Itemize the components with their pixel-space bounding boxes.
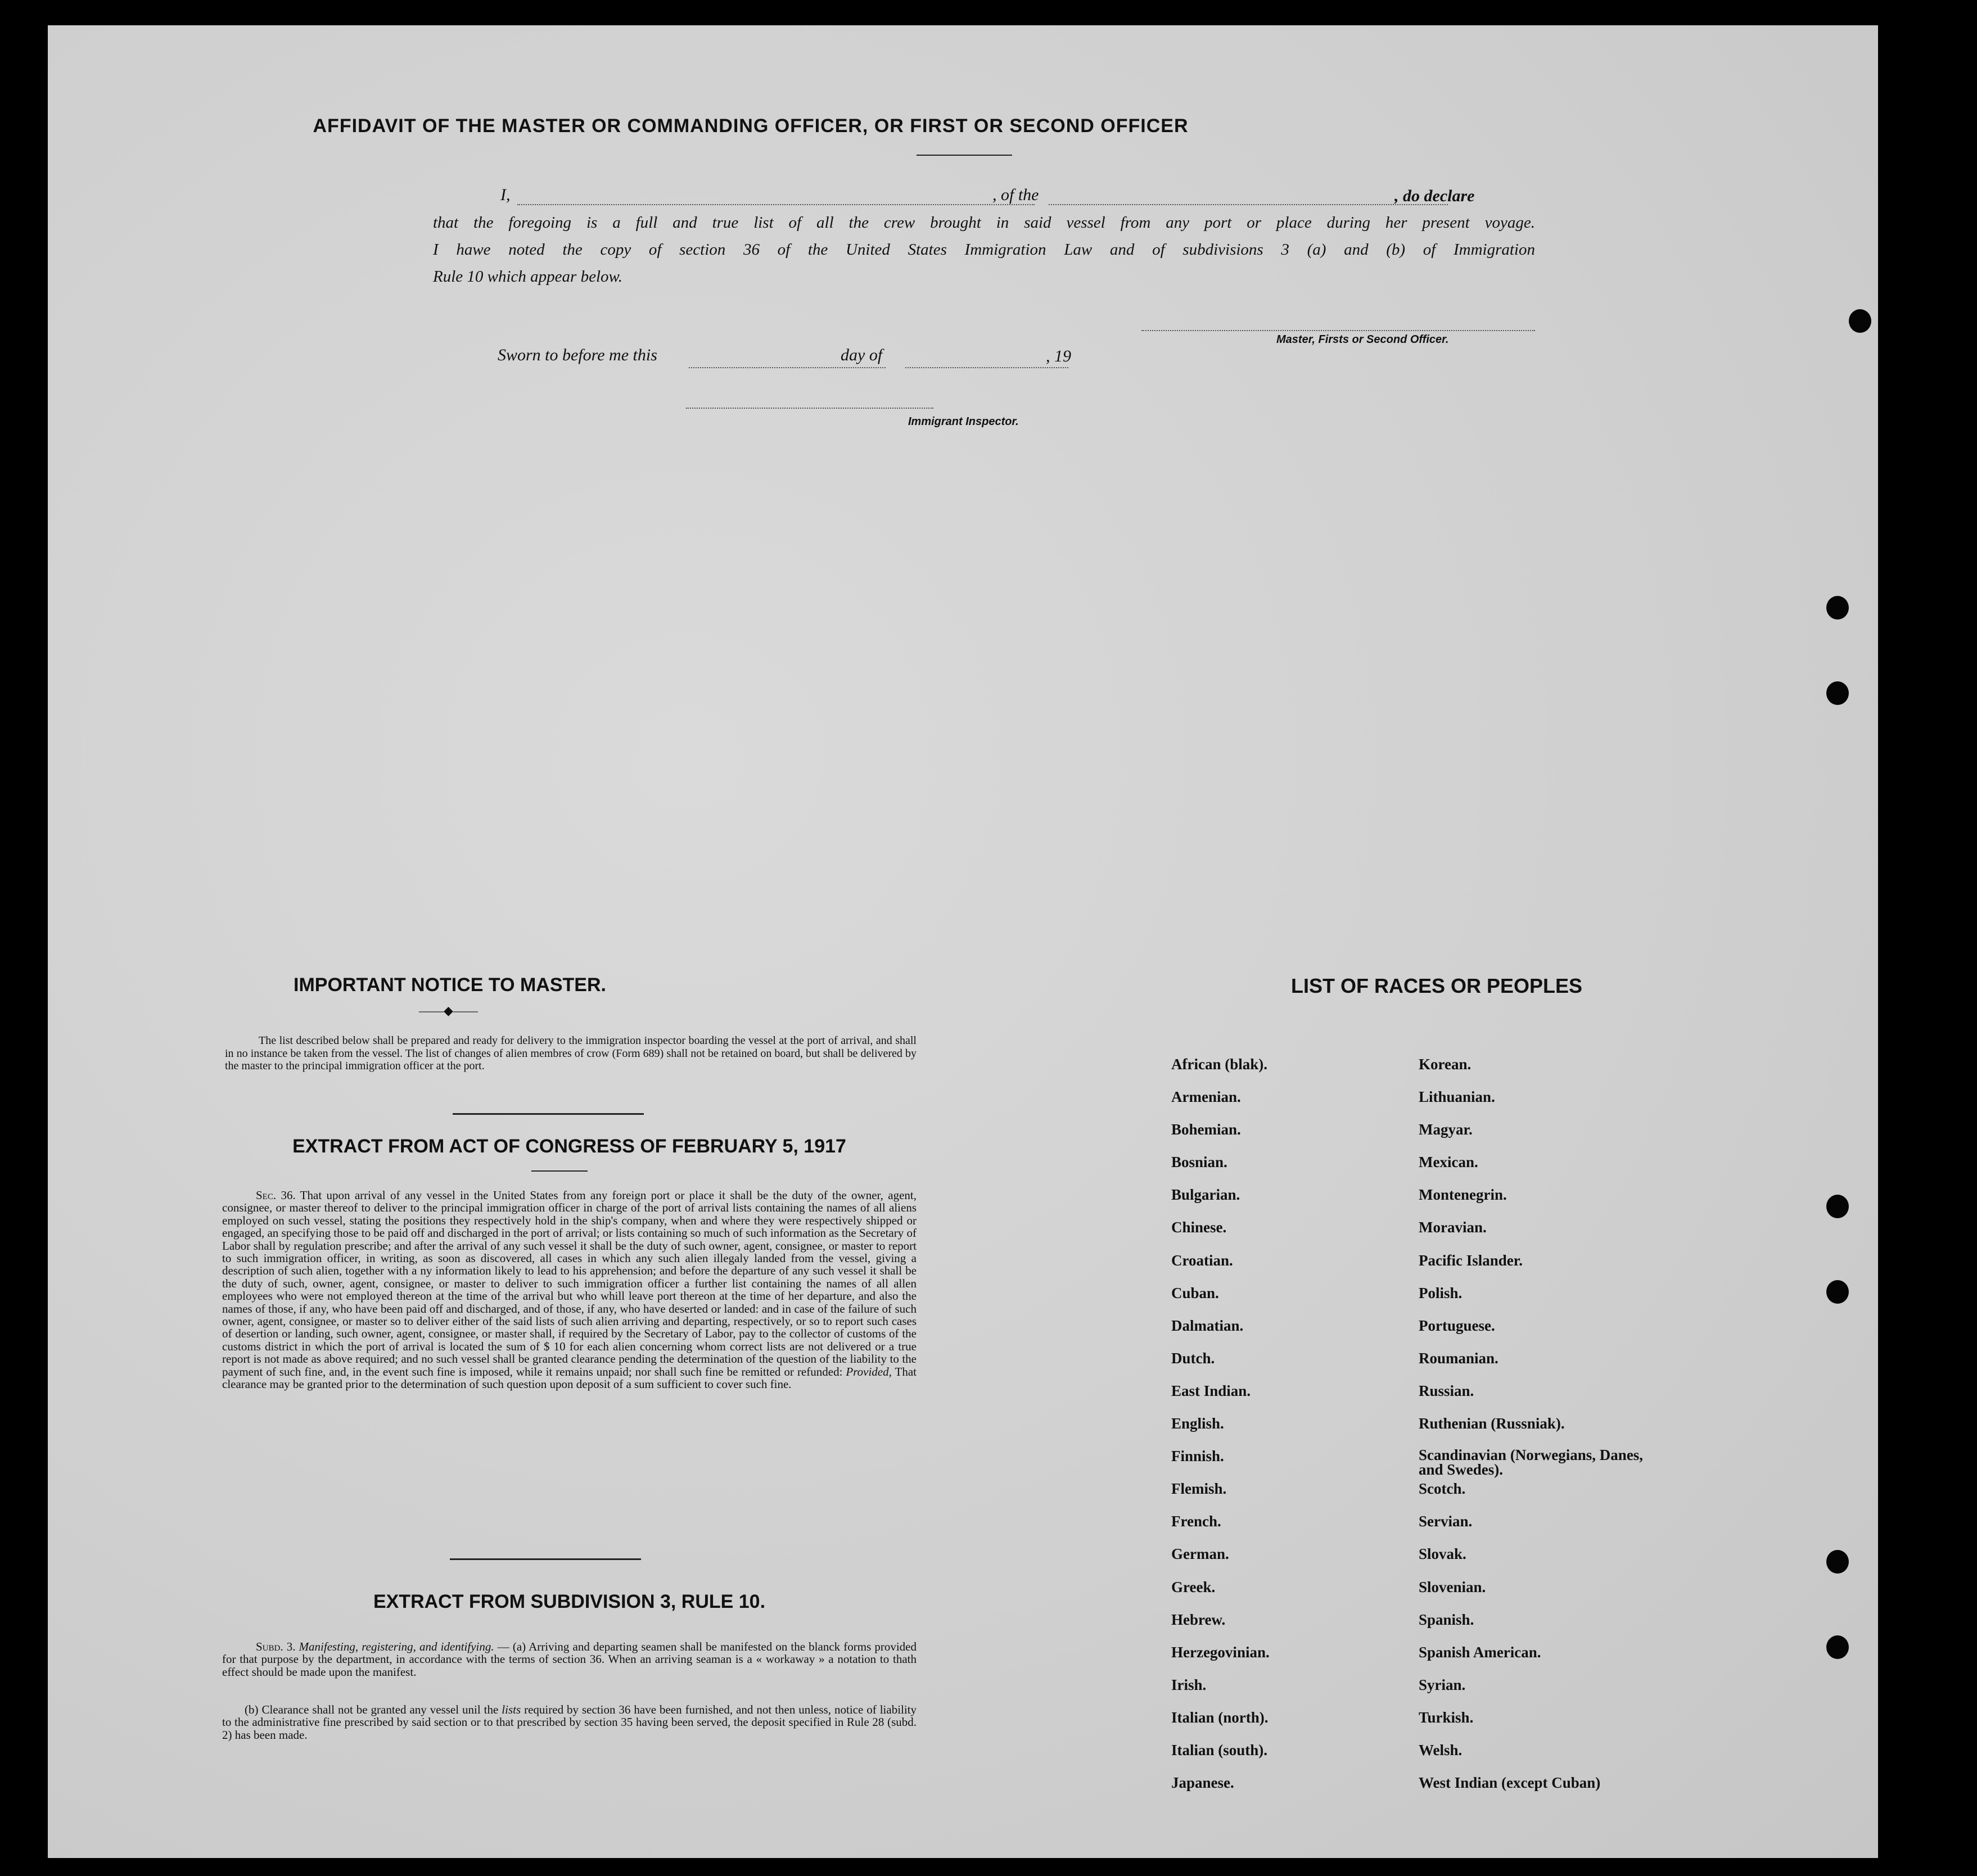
race-item: German. [1171, 1545, 1229, 1563]
race-item: Mexican. [1419, 1154, 1478, 1171]
punch-hole [1826, 681, 1849, 705]
punch-hole [1826, 1195, 1849, 1218]
race-item: Bohemian. [1171, 1121, 1241, 1138]
rule-title: EXTRACT FROM SUBDIVISION 3, RULE 10. [373, 1591, 766, 1612]
race-item: Slovenian. [1419, 1578, 1486, 1595]
act-body: That upon arrival of any vessel in the United States from any foreign port or place it shall be the duty of the owner, agent, consignee, or master thereof to deliver to the principal immigration officer in charge of the port of arrival lists containing the names of all aliens employed on such vessel, stating the positions they respectively hold in the ship's company, when and where they were respectively shipped or engaged, an specifying those to be paid off and discharged in the port of arrival; or lists containing so much of such information as the Secretary of Labor shall by regulation prescribe; and after the arrival of any such vessel it shall be the duty of such owner, agent, consignee, or master to report to such immigration officer, in writing, as soon as discovered, all cases in which any such alien illegaly landed from the vessel, giving a description of such alien, together with a ny information likely to lead to his apprehension; and before the departure of any such vessel it shall be the duty of such, owner, agent, consignee, or master to deliver to such immigration officer a further list containing the names of all allen employees who were not employed thereon at the time of the arrival but who whill leave port thereon at the time of her departure, and also the names of those, if any, who have been paid off and discharged, and of those, if any, who have deserted or landed: and in case of the failure of such owner, agent, consignee, or master so to deliver either of the said lists of such alien arriving and departing, respectively, or so to report such cases of desertion or landing, such owner, agent, consignee, or master shall, if required by the Secretary of Labor, pay to the collector of customs of the customs district in which the port of arrival is located the sum of $ 10 for each alien concerning whom correct lists are not delivered or a true report is not made as above required; and no such vessel shall be granted clearance pending the determination of the question of the liability to the payment of such fine, and, in the event such fine is imposed, while it remains unpaid; nor shall such fine be remitted or refunded: [222, 1188, 917, 1378]
act-text [222, 1189, 917, 1391]
act-title-underline [531, 1170, 588, 1172]
punch-hole [1826, 1280, 1849, 1304]
affidavit-text-line4: Rule 10 which appear below. [433, 268, 622, 286]
rule-para-a [222, 1640, 917, 1678]
race-item: Portuguese. [1419, 1317, 1495, 1334]
race-item: Montenegrin. [1419, 1186, 1507, 1204]
race-item: Scandinavian (Norwegians, Danes, and Swedes). [1419, 1446, 1644, 1479]
notice-title: IMPORTANT NOTICE TO MASTER. [294, 974, 606, 996]
race-item: Finnish. [1171, 1448, 1224, 1465]
rule-sub-label: Subd. 3. [256, 1640, 296, 1653]
sworn-month-line [905, 367, 1068, 368]
affidavit-text-line2: that the foregoing is a full and true list of all the crew brought in said vessel from any port or place during her present voyage. [433, 214, 1535, 232]
notice-divider [453, 1113, 644, 1115]
race-item: Hebrew. [1171, 1611, 1226, 1628]
rule-para-a-text: — (a) Arriving and departing seamen shall be manifested on the blanck forms provided for that purpose by the department, in accordance with the terms of section 36. When an arriving seaman is a « workaway » a notation to thath effect should be made upon the manifest. [222, 1640, 917, 1679]
act-title: EXTRACT FROM ACT OF CONGRESS OF FEBRUARY 5, 1917 [292, 1136, 846, 1157]
rule-para-b [222, 1703, 917, 1741]
race-item: Moravian. [1419, 1219, 1487, 1236]
notice-text: The list described below shall be prepared and ready for delivery to the immigration inspector boarding the vessel at the port of arrival, and shall in no instance be taken from the vessel. The list of changes of alien membres of crow (Form 689) shall not be retained on board, but shall be delivered by the master to the principal immigration officer at the port. [225, 1034, 917, 1072]
affidavit-of-the-label: , of the [992, 186, 1039, 204]
races-column-2 [1419, 1056, 1677, 1807]
name-blank-line [517, 204, 1035, 205]
race-item: Dutch. [1171, 1349, 1215, 1367]
race-item: Polish. [1419, 1284, 1463, 1301]
race-item: Turkish. [1419, 1708, 1474, 1726]
race-item: Chinese. [1171, 1219, 1227, 1236]
vessel-blank-line [1049, 204, 1448, 205]
race-item: Spanish. [1419, 1611, 1474, 1628]
race-item: Armenian. [1171, 1088, 1241, 1106]
rule-para-b-1: Clearance shall not be granted any vessel unil the [261, 1703, 499, 1716]
race-item: Scotch. [1419, 1480, 1466, 1498]
sworn-day-of: day of [841, 346, 883, 364]
race-item: Croatian. [1171, 1251, 1233, 1269]
race-item: Lithuanian. [1419, 1088, 1495, 1106]
race-item: East Indian. [1171, 1382, 1251, 1399]
race-item: Slovak. [1419, 1545, 1466, 1563]
sworn-prefix: Sworn to before me this [498, 346, 657, 364]
race-item: Greek. [1171, 1578, 1216, 1595]
sworn-year: , 19 [1046, 347, 1071, 365]
race-item: French. [1171, 1513, 1221, 1530]
race-item: Spanish American. [1419, 1643, 1541, 1661]
race-item: Roumanian. [1419, 1349, 1498, 1367]
race-item: Italian (north). [1171, 1708, 1269, 1726]
punch-hole [1826, 1635, 1849, 1659]
act-body-end: That clearance may be granted prior to the determination of such question upon deposit of a sum sufficient to cover such fine. [222, 1364, 917, 1391]
race-item: Pacific Islander. [1419, 1251, 1523, 1269]
race-item: Dalmatian. [1171, 1317, 1244, 1334]
races-column-1 [1171, 1056, 1407, 1807]
affidavit-i-label: I, [500, 186, 511, 204]
act-provided: Provided, [846, 1364, 892, 1378]
race-item: Irish. [1171, 1676, 1207, 1693]
rule-sub-heading: Manifesting, registering, and identifying. [299, 1640, 494, 1653]
sworn-day-line [689, 367, 886, 368]
race-item: Ruthenian (Russniak). [1419, 1415, 1565, 1432]
punch-hole [1826, 1550, 1849, 1574]
race-item: Syrian. [1419, 1676, 1466, 1693]
punch-hole [1849, 309, 1871, 333]
race-item: Magyar. [1419, 1121, 1473, 1138]
race-item: Cuban. [1171, 1284, 1219, 1301]
act-divider [450, 1558, 641, 1560]
act-section-label: Sec. 36. [256, 1188, 296, 1202]
inspector-line [686, 408, 933, 409]
race-item: Bosnian. [1171, 1154, 1227, 1171]
race-item: Italian (south). [1171, 1741, 1268, 1759]
race-item: English. [1171, 1415, 1224, 1432]
punch-hole [1826, 596, 1849, 620]
document-page [48, 25, 1878, 1858]
race-item: Russian. [1419, 1382, 1474, 1399]
race-item: Korean. [1419, 1056, 1472, 1073]
notice-ornament: ——◆—— [419, 1003, 478, 1018]
rule-para-b-label: (b) [245, 1703, 259, 1716]
signature-label: Master, Firsts or Second Officer. [1276, 333, 1449, 346]
affidavit-declare-label: , do declare [1394, 187, 1475, 205]
race-item: Welsh. [1419, 1741, 1463, 1759]
race-item: West Indian (except Cuban) [1419, 1774, 1601, 1792]
race-item: Japanese. [1171, 1774, 1234, 1792]
race-item: Flemish. [1171, 1480, 1227, 1498]
signature-line [1141, 330, 1535, 331]
race-item: Herzegovinian. [1171, 1643, 1270, 1661]
rule-para-b-lists: lists [502, 1703, 521, 1716]
race-item: African (blak). [1171, 1056, 1267, 1073]
rule-para-b-2: required by section 36 have been furnished, and not then unless, notice of liability to the administrative fine prescribed by said section or to that prescribed by section 35 having been served, the deposit specified in Rule 28 (subd. 2) has been made. [222, 1703, 917, 1742]
inspector-label: Immigrant Inspector. [908, 415, 1019, 428]
affidavit-text-line3: I hawe noted the copy of section 36 of the United States Immigration Law and of subdivisions 3 (a) and (b) of Immigration [433, 241, 1535, 259]
title-underline [917, 155, 1012, 156]
races-title: LIST OF RACES OR PEOPLES [1290, 974, 1583, 997]
race-item: Bulgarian. [1171, 1186, 1240, 1204]
affidavit-title: AFFIDAVIT OF THE MASTER OR COMMANDING OFFICER, OR FIRST OR SECOND OFFICER [313, 115, 1189, 137]
race-item: Servian. [1419, 1513, 1473, 1530]
